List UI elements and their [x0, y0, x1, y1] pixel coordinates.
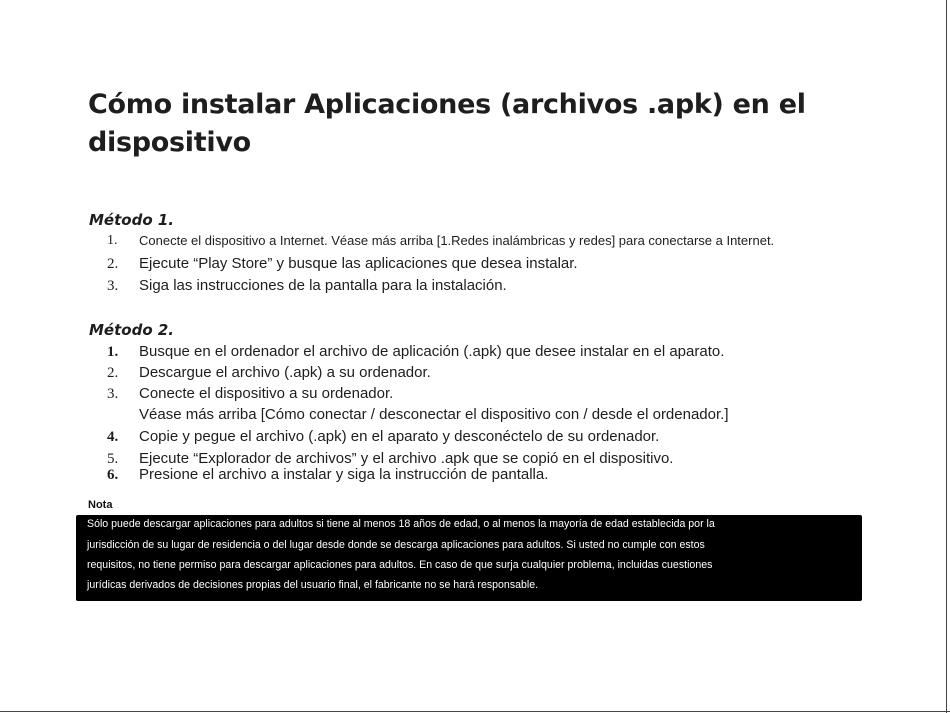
method-1-heading: Método 1.: [89, 211, 174, 229]
step-text: Ejecute “Play Store” y busque las aplicaciones que desea instalar.: [139, 255, 578, 272]
step-text: Conecte el dispositivo a su ordenador.: [139, 385, 394, 402]
note-box: [76, 515, 862, 601]
step-number: 6.: [107, 467, 119, 483]
step-number: 1.: [107, 344, 119, 360]
step-number: 5.: [107, 451, 119, 467]
page-edge-bottom: [0, 711, 950, 712]
step-text: Busque en el ordenador el archivo de aplicación (.apk) que desee instalar en el aparato.: [139, 343, 725, 360]
step-text: Copie y pegue el archivo (.apk) en el aparato y desconéctelo de su ordenador.: [139, 428, 660, 445]
note-line-1: Sólo puede descargar aplicaciones para adultos si tiene al menos 18 años de edad, o al menos la mayoría de edad establecida por la: [87, 518, 715, 530]
step-text: Siga las instrucciones de la pantalla para la instalación.: [139, 277, 507, 294]
note-line-3: requisitos, no tiene permiso para descargar aplicaciones para adultos. En caso de que surja cualquier problema, incluidas cuestiones: [87, 559, 713, 571]
note-label: Nota: [88, 499, 113, 511]
method-2-heading: Método 2.: [89, 321, 174, 339]
step-number: 3.: [107, 278, 119, 294]
step-number: 2.: [107, 365, 119, 381]
note-line-4: jurídicas derivados de decisiones propias del usuario final, el fabricante no se hará responsable.: [87, 579, 539, 591]
step-text: Ejecute “Explorador de archivos” y el archivo .apk que se copió en el dispositivo.: [139, 450, 674, 467]
step-number: 1.: [107, 233, 118, 248]
note-line-2: jurisdicción de su lugar de residencia o del lugar desde donde se descarga aplicaciones para adultos. Si usted no cumple con estos: [87, 539, 705, 551]
step-number: 4.: [107, 429, 119, 445]
step-number: 3.: [107, 386, 119, 402]
step-text: Conecte el dispositivo a Internet. Véase más arriba [1.Redes inalámbricas y redes] para conectarse a Internet.: [139, 233, 775, 248]
step-text: Descargue el archivo (.apk) a su ordenador.: [139, 364, 431, 381]
page-title: Cómo instalar Aplicaciones (archivos .apk) en el dispositivo: [88, 89, 806, 158]
page-edge-right: [946, 0, 947, 713]
step-number: 2.: [107, 256, 119, 272]
step-text: Presione el archivo a instalar y siga la instrucción de pantalla.: [139, 466, 549, 483]
step-text: Véase más arriba [Cómo conectar / desconectar el dispositivo con / desde el ordenador.]: [139, 406, 729, 423]
